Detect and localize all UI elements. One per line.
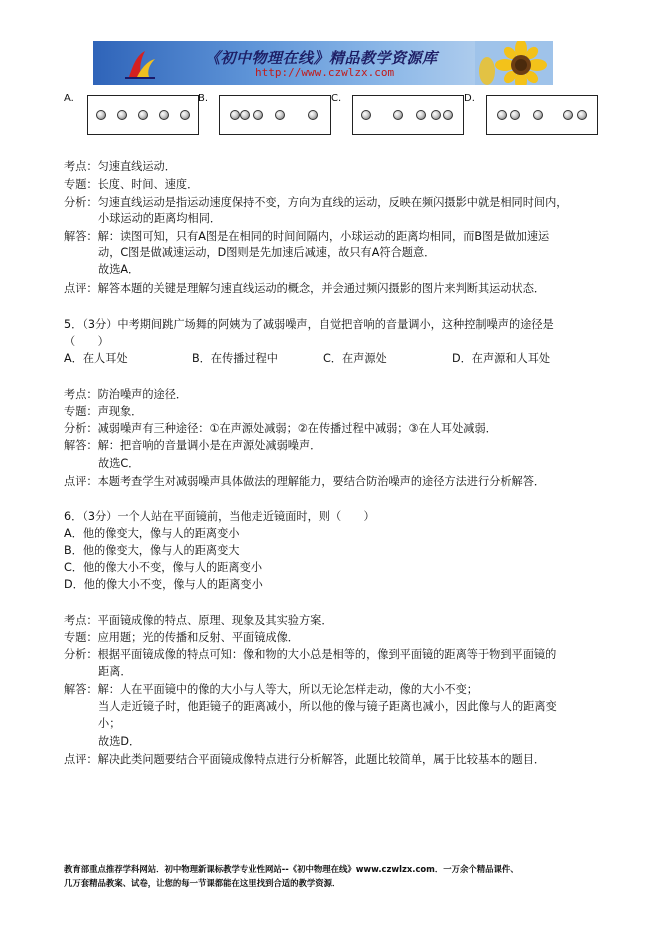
q6-jieda-1: 解答：解：人在平面镜中的像的大小与人等大，所以无论怎样走动，像的大小不变； bbox=[64, 683, 478, 696]
q4-dianping: 点评：解答本题的关键是理解匀速直线运动的概念，并会通过频闪摄影的图片来判断其运动状态． bbox=[64, 282, 546, 295]
ball bbox=[180, 110, 190, 120]
q5-dianping: 点评：本题考查学生对减弱噪声具体做法的理解能力，要结合防治噪声的途径方法进行分析解答． bbox=[64, 475, 546, 488]
ball bbox=[275, 110, 285, 120]
q4-kaodian: 考点：匀速直线运动． bbox=[64, 160, 176, 173]
q4-jieda-3: 故选A． bbox=[98, 263, 140, 276]
option-b-figure bbox=[219, 95, 331, 135]
q6-kaodian: 考点：平面镜成像的特点、原理、现象及其实验方案． bbox=[64, 614, 333, 627]
logo-icon bbox=[123, 47, 157, 81]
q6-option-d: D．他的像大小不变，像与人的距离变小 bbox=[64, 578, 263, 591]
footer-line-2: 几万套精品教案、试卷，让您的每一节课都能在这里找到合适的教学资源． bbox=[64, 878, 341, 888]
ball bbox=[117, 110, 127, 120]
ball bbox=[563, 110, 573, 120]
q6-jieda-3: 小； bbox=[98, 717, 121, 730]
ball bbox=[533, 110, 543, 120]
ball bbox=[138, 110, 148, 120]
sunflower-icon bbox=[475, 41, 553, 85]
ball bbox=[393, 110, 403, 120]
q5-option-a: A．在人耳处 bbox=[64, 352, 128, 365]
option-a-label: A. bbox=[64, 93, 74, 104]
ball bbox=[240, 110, 250, 120]
option-c-label: C. bbox=[331, 93, 342, 104]
q6-stem: 6．（3分）一个人站在平面镜前，当他走近镜面时，则（ ） bbox=[64, 510, 375, 523]
q6-option-c: C．他的像大小不变，像与人的距离变小 bbox=[64, 561, 263, 574]
ball bbox=[253, 110, 263, 120]
q5-option-d: D．在声源和人耳处 bbox=[452, 352, 551, 365]
ball bbox=[159, 110, 169, 120]
q6-option-b: B．他的像变大，像与人的距离变大 bbox=[64, 544, 240, 557]
q5-fenxi: 分析：减弱噪声有三种途径：①在声源处减弱；②在传播过程中减弱；③在人耳处减弱． bbox=[64, 422, 497, 435]
ball bbox=[431, 110, 441, 120]
ball bbox=[443, 110, 453, 120]
option-a-figure bbox=[87, 95, 199, 135]
ball bbox=[308, 110, 318, 120]
q5-option-c: C．在声源处 bbox=[323, 352, 387, 365]
q5-stem-2: （ ） bbox=[64, 335, 109, 348]
ball bbox=[361, 110, 371, 120]
q5-jieda-2: 故选C． bbox=[98, 457, 140, 470]
q4-fenxi-2: 小球运动的距离均相同． bbox=[98, 212, 222, 225]
header-banner bbox=[93, 41, 553, 85]
option-d-figure bbox=[486, 95, 598, 135]
ball bbox=[96, 110, 106, 120]
q6-fenxi-2: 距离． bbox=[98, 665, 132, 678]
q4-jieda-2: 动，C图是做减速运动，D图则是先加速后减速，故只有A符合题意． bbox=[98, 246, 436, 259]
banner-url: http://www.czwlzx.com bbox=[255, 66, 395, 79]
q4-jieda-1: 解答：解：读图可知，只有A图是在相同的时间间隔内，小球运动的距离均相同，而B图是做加速运 bbox=[64, 230, 550, 243]
q5-jieda-1: 解答：解：把音响的音量调小是在声源处减弱噪声． bbox=[64, 439, 322, 452]
q6-option-a: A．他的像变大，像与人的距离变小 bbox=[64, 527, 240, 540]
q5-zhuanti: 专题：声现象． bbox=[64, 405, 143, 418]
ball bbox=[416, 110, 426, 120]
banner-title: 《初中物理在线》精品教学资源库 bbox=[205, 49, 438, 67]
option-b-label: B. bbox=[198, 93, 209, 104]
footer-line-1: 教育部重点推荐学科网站．初中物理新课标教学专业性网站--《初中物理在线》www.czwlzx.com．一万余个精品课件、 bbox=[64, 864, 519, 874]
q4-zhuanti: 专题：长度、时间、速度． bbox=[64, 178, 199, 191]
ball bbox=[510, 110, 520, 120]
q6-jieda-2: 当人走近镜子时，他距镜子的距离减小，所以他的像与镜子距离也减小，因此像与人的距离变 bbox=[98, 700, 557, 713]
q6-zhuanti: 专题：应用题；光的传播和反射、平面镜成像． bbox=[64, 631, 299, 644]
q5-option-b: B．在传播过程中 bbox=[192, 352, 278, 365]
ball bbox=[497, 110, 507, 120]
option-c-figure bbox=[352, 95, 464, 135]
ball bbox=[577, 110, 587, 120]
q6-jieda-4: 故选D． bbox=[98, 735, 141, 748]
q4-fenxi-1: 分析：匀速直线运动是指运动速度保持不变，方向为直线的运动，反映在频闪摄影中就是相同时间内， bbox=[64, 196, 568, 209]
option-d-label: D. bbox=[464, 93, 475, 104]
q6-fenxi-1: 分析：根据平面镜成像的特点可知：像和物的大小总是相等的，像到平面镜的距离等于物到平面镜的 bbox=[64, 648, 557, 661]
q5-kaodian: 考点：防治噪声的途径． bbox=[64, 388, 188, 401]
q5-stem-1: 5．（3分）中考期间跳广场舞的阿姨为了减弱噪声，自觉把音响的音量调小，这种控制噪声的途径是 bbox=[64, 318, 554, 331]
ball bbox=[230, 110, 240, 120]
q6-dianping: 点评：解决此类问题要结合平面镜成像特点进行分析解答，此题比较简单，属于比较基本的题目． bbox=[64, 753, 546, 766]
